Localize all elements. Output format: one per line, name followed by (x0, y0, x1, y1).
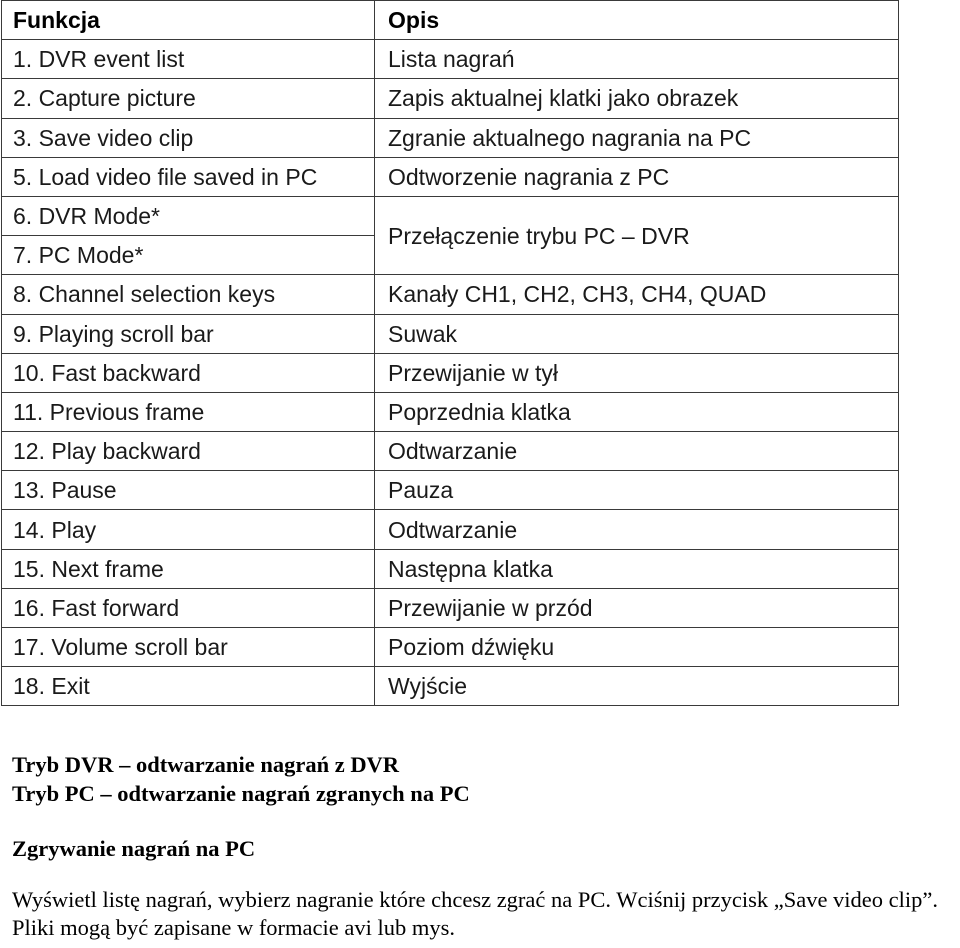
description-cell: Poprzednia klatka (375, 392, 899, 431)
function-cell: 9. Playing scroll bar (2, 314, 375, 353)
description-cell: Suwak (375, 314, 899, 353)
description-cell: Pauza (375, 471, 899, 510)
description-cell: Odtwarzanie (375, 432, 899, 471)
function-cell: 17. Volume scroll bar (2, 628, 375, 667)
description-cell-merged: Przełączenie trybu PC – DVR (375, 196, 899, 274)
function-cell: 13. Pause (2, 471, 375, 510)
table-row (2, 196, 899, 235)
description-cell: Lista nagrań (375, 40, 899, 79)
function-cell: 1. DVR event list (2, 40, 375, 79)
pc-mode-note: Tryb PC – odtwarzanie nagrań zgranych na PC (12, 781, 470, 806)
table-row (2, 588, 899, 627)
function-cell: 12. Play backward (2, 432, 375, 471)
table-row (2, 275, 899, 314)
table-row (2, 667, 899, 706)
function-cell: 7. PC Mode* (2, 236, 375, 275)
table-row (2, 353, 899, 392)
header-description: Opis (375, 1, 899, 40)
function-cell: 3. Save video clip (2, 118, 375, 157)
description-cell: Kanały CH1, CH2, CH3, CH4, QUAD (375, 275, 899, 314)
function-cell: 8. Channel selection keys (2, 275, 375, 314)
description-cell: Zapis aktualnej klatki jako obrazek (375, 79, 899, 118)
description-cell: Przewijanie w tył (375, 353, 899, 392)
table-header-row (2, 1, 899, 40)
table-row (2, 432, 899, 471)
description-cell: Przewijanie w przód (375, 588, 899, 627)
table-row (2, 628, 899, 667)
instructions-paragraph: Wyświetl listę nagrań, wybierz nagranie które chcesz zgrać na PC. Wciśnij przycisk „Save video clip”. Pliki mogą być zapisane w formacie avi lub mys. (12, 887, 939, 940)
table-row (2, 510, 899, 549)
table-row (2, 549, 899, 588)
table-row (2, 40, 899, 79)
function-cell: 16. Fast forward (2, 588, 375, 627)
function-cell: 6. DVR Mode* (2, 196, 375, 235)
function-cell: 14. Play (2, 510, 375, 549)
table-row (2, 314, 899, 353)
function-cell: 5. Load video file saved in PC (2, 157, 375, 196)
table-row (2, 157, 899, 196)
description-cell: Wyjście (375, 667, 899, 706)
function-cell: 10. Fast backward (2, 353, 375, 392)
function-table (1, 0, 899, 706)
function-cell: 11. Previous frame (2, 392, 375, 431)
function-cell: 18. Exit (2, 667, 375, 706)
description-cell: Następna klatka (375, 549, 899, 588)
description-cell: Odtwarzanie (375, 510, 899, 549)
table-row (2, 471, 899, 510)
table-row (2, 79, 899, 118)
section-heading: Zgrywanie nagrań na PC (12, 836, 256, 861)
function-cell: 2. Capture picture (2, 79, 375, 118)
notes-section (12, 750, 960, 942)
function-cell: 15. Next frame (2, 549, 375, 588)
description-cell: Odtworzenie nagrania z PC (375, 157, 899, 196)
description-cell: Poziom dźwięku (375, 628, 899, 667)
description-cell: Zgranie aktualnego nagrania na PC (375, 118, 899, 157)
table-row (2, 392, 899, 431)
dvr-mode-note: Tryb DVR – odtwarzanie nagrań z DVR (12, 752, 400, 777)
table-row (2, 118, 899, 157)
header-function: Funkcja (2, 1, 375, 40)
